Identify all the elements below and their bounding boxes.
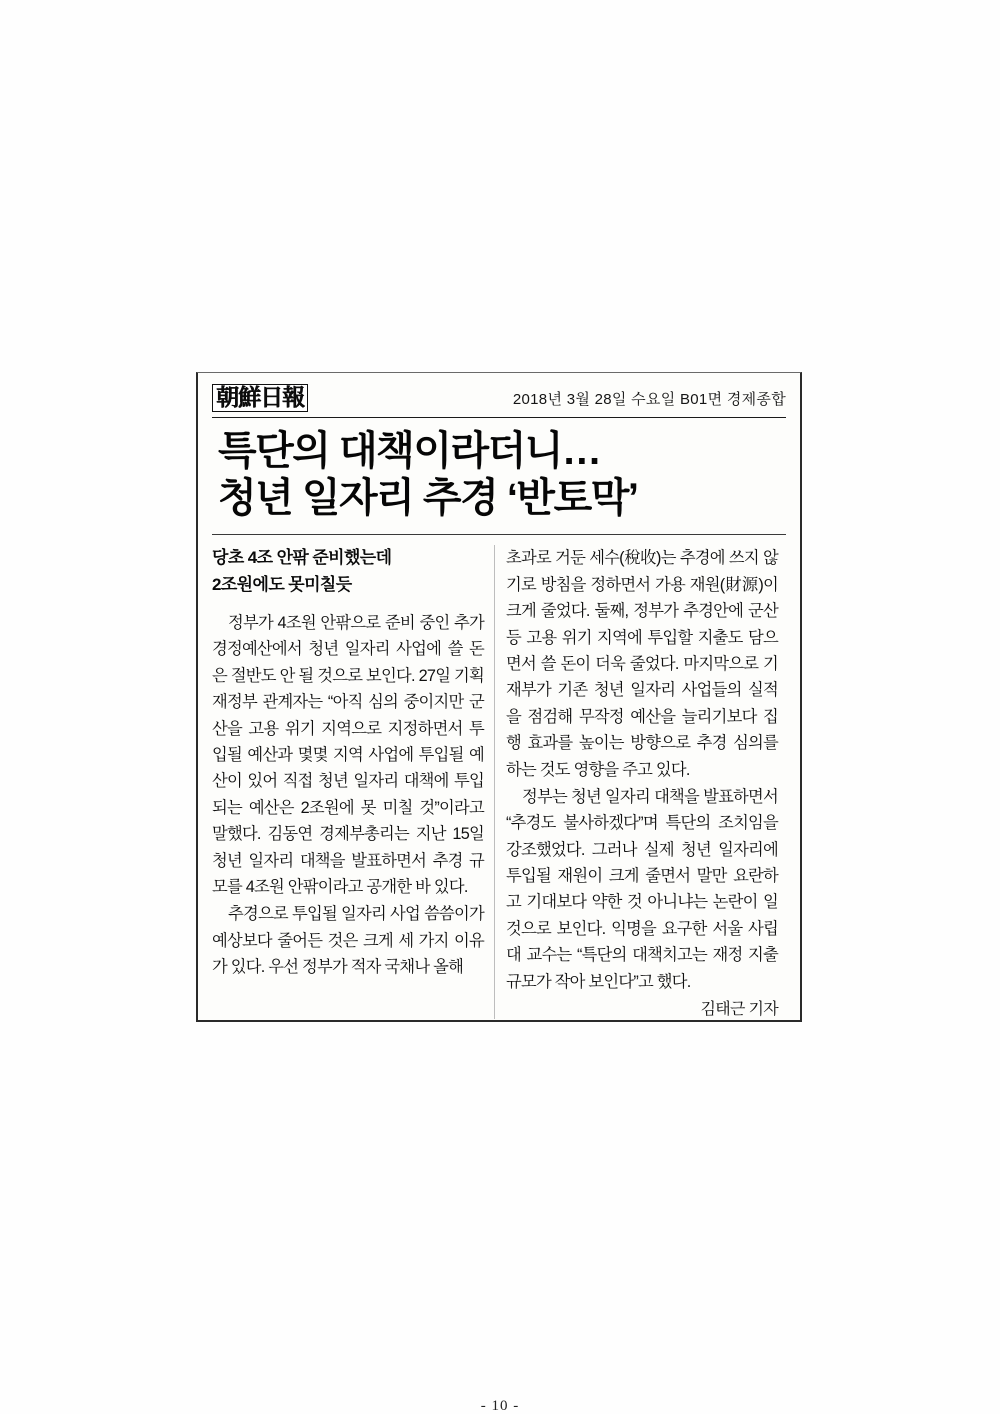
masthead-row [212,381,786,418]
article-column-right [506,545,778,1019]
article-byline: 김태근 기자 [700,1001,778,1019]
article-column-left [212,545,484,1019]
body-paragraph: 정부가 4조원 안팎으로 준비 중인 추가경정예산에서 청년 일자리 사업에 쓸 돈은 절반도 안 될 것으로 보인다. 27일 기획재정부 관계자는 “아직 심의 중이지만 군산을 고용 위기 지역으로 지정하면서 투입될 예산과 몇몇 지역 사업에 투입될 예산이 있어 직접 청년 일자리 대책에 투입되는 예산은 2조원에 못 미칠 것”이라고 말했다. 김동연 경제부총리는 지난 15일 청년 일자리 대책을 발표하면서 추경 규모를 4조원 안팎이라고 공개한 바 있다. [212,614,484,896]
newspaper-masthead: 朝鮮日報 [212,384,308,412]
body-paragraph: 초과로 거둔 세수(稅收)는 추경에 쓰지 않기로 방침을 정하면서 가용 재원(財源)이 크게 줄었다. 둘째, 정부가 추경안에 군산 등 고용 위기 지역에 투입할 지출도 담으면서 쓸 돈이 더욱 줄었다. 마지막으로 기재부가 기존 청년 일자리 사업들의 실적을 점검해 무작정 예산을 늘리기보다 집행 효과를 높이는 방향으로 추경 심의를 하는 것도 영향을 주고 있다. [506,549,778,779]
headline-line-1: 특단의 대책이라더니… [218,429,601,473]
subhead-line-1: 당초 4조 안팎 준비했는데 [212,548,392,568]
body-paragraph: 추경으로 투입될 일자리 사업 씀씀이가 예상보다 줄어든 것은 크게 세 가지 이유가 있다. 우선 정부가 적자 국채나 올해 [212,905,484,977]
article-headline [212,428,786,522]
article-columns [212,545,786,1019]
subhead-line-2: 2조원에도 못미칠듯 [212,574,352,594]
issue-date-section: 2018년 3월 28일 수요일 B01면 경제종합 [512,390,786,408]
body-paragraph: 정부는 청년 일자리 대책을 발표하면서 “추경도 불사하겠다”며 특단의 조치임을 강조했었다. 그러나 실제 청년 일자리에 투입될 재원이 크게 줄면서 말만 요란하고 기대보다 약한 것 아니냐는 논란이 일 것으로 보인다. 익명을 요구한 서울 사립대 교수는 “특단의 대책치고는 재정 지출 규모가 작아 보인다”고 했다. [506,787,778,991]
newspaper-clipping [196,372,802,1022]
headline-line-2: 청년 일자리 추경 ‘반토막’ [218,476,638,521]
page-number: - 10 - [480,1398,520,1414]
headline-divider [212,534,786,535]
article-subhead [212,545,484,598]
